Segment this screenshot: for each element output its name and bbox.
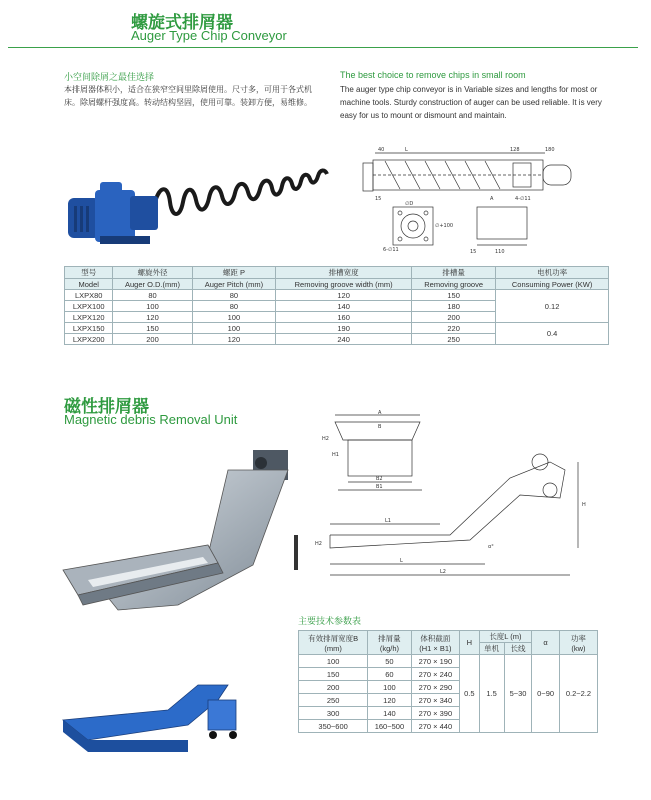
auger-spec-table — [64, 266, 609, 345]
cell: 270 × 440 — [411, 720, 460, 733]
label-L: L — [400, 558, 403, 564]
cell: 140 — [276, 301, 412, 312]
cell: LXPX100 — [65, 301, 113, 312]
cell: 150 — [113, 323, 192, 334]
th-power-en: Consuming Power (KW) — [496, 279, 609, 290]
th-H: H — [460, 631, 479, 655]
cell: LXPX80 — [65, 290, 113, 301]
th-amount-cn: 排槽量 — [412, 267, 496, 279]
cell: 100 — [113, 301, 192, 312]
dim-40-label: 40 — [378, 147, 385, 153]
th-alpha: α — [532, 631, 560, 655]
cell: 100 — [192, 323, 276, 334]
cell-long: 5~30 — [504, 655, 532, 733]
auger-conveyor-image — [60, 150, 340, 260]
cell: 180 — [412, 301, 496, 312]
section1-desc-cn: 本排屑器体积小，适合在狭窄空间里除屑使用。尺寸多，可用于各式机床。除屑螺杆强度高。转动结构坚固，使用可靠。装卸方便，易维修。 — [64, 85, 312, 107]
th-single: 单机 — [479, 643, 504, 655]
th-od-cn: 螺旋外径 — [113, 267, 192, 279]
dim-L-label: L — [405, 147, 408, 153]
th-width-en: Removing groove width (mm) — [276, 279, 412, 290]
cell: 100 — [368, 681, 411, 694]
cell: 200 — [113, 334, 192, 345]
section1-title-cn: 螺旋式排屑器 — [131, 13, 233, 33]
section1-subtitle-en: The best choice to remove chips in small room — [340, 70, 526, 80]
th-section-unit: (H1 × B1) — [419, 643, 452, 653]
dim-4phi-label: 4-∅11 — [515, 196, 531, 202]
cell: 200 — [412, 312, 496, 323]
dim-15-label: 15 — [375, 196, 382, 202]
section1-divider — [8, 47, 638, 48]
th-pitch-cn: 螺距 P — [192, 267, 276, 279]
th-amount — [368, 631, 411, 655]
label-L1: L1 — [385, 518, 391, 524]
th-amount-unit: (kg/h) — [379, 643, 399, 653]
cell: 240 — [276, 334, 412, 345]
magnetic-conveyor-image — [58, 445, 308, 615]
section1-title-en: Auger Type Chip Conveyor — [131, 28, 287, 43]
cell: 270 × 190 — [411, 655, 460, 668]
cell: 350~600 — [299, 720, 368, 733]
cell: 100 — [299, 655, 368, 668]
label-L2: L2 — [440, 569, 446, 575]
dim-128-label: 128 — [510, 147, 520, 153]
cell: 140 — [368, 707, 411, 720]
table-row — [65, 290, 609, 301]
cell: 300 — [299, 707, 368, 720]
dim-110-label: 110 — [495, 249, 505, 255]
cell: 270 × 390 — [411, 707, 460, 720]
power-cell-b: 0.4 — [496, 323, 609, 345]
label-B2: B2 — [376, 476, 383, 482]
cell: 270 × 240 — [411, 668, 460, 681]
th-od-en: Auger O.D.(mm) — [113, 279, 192, 290]
label-H2: H2 — [322, 436, 329, 442]
th-width-cn: 排槽宽度 — [276, 267, 412, 279]
th-power-cn: 电机功率 — [496, 267, 609, 279]
magnetic-side-drawing — [310, 440, 600, 590]
section1-subtitle-cn: 小空间除屑之最佳选择 — [64, 72, 155, 82]
th-long: 长线 — [504, 643, 532, 655]
label-alpha: α° — [488, 544, 494, 550]
cell: 100 — [192, 312, 276, 323]
th-section-label: 体积截面 — [420, 633, 451, 643]
th-power — [559, 631, 597, 655]
cell: 270 × 290 — [411, 681, 460, 694]
cell: 50 — [368, 655, 411, 668]
th-amount-en: Removing groove — [412, 279, 496, 290]
dim-A-label: A — [490, 196, 494, 202]
table-row — [299, 655, 598, 668]
cell: 160 — [276, 312, 412, 323]
cell-H: 0.5 — [460, 655, 479, 733]
label-B: B — [378, 424, 382, 430]
cell: 80 — [192, 301, 276, 312]
cell-power: 0.2~2.2 — [559, 655, 597, 733]
cell: 120 — [113, 312, 192, 323]
label-H: H — [582, 502, 586, 508]
th-model-en: Model — [65, 279, 113, 290]
cell: 80 — [113, 290, 192, 301]
auger-technical-drawing — [345, 145, 585, 255]
cell: LXPX120 — [65, 312, 113, 323]
cell-single: 1.5 — [479, 655, 504, 733]
th-power-label: 功率 — [570, 633, 586, 643]
cell: 160~500 — [368, 720, 411, 733]
blue-conveyor-image — [58, 680, 248, 760]
cell-alpha: 0~90 — [532, 655, 560, 733]
th-model-cn: 型号 — [65, 267, 113, 279]
label-H2-side: H2 — [315, 541, 322, 547]
th-width — [299, 631, 368, 655]
table-row — [65, 323, 609, 334]
section2-title-cn: 磁性排屑器 — [64, 397, 149, 417]
label-H1: H1 — [332, 452, 339, 458]
cell: 150 — [412, 290, 496, 301]
cell: LXPX150 — [65, 323, 113, 334]
cell: 270 × 340 — [411, 694, 460, 707]
cell: 200 — [299, 681, 368, 694]
th-width-unit: (mm) — [324, 643, 342, 653]
dim-180-label: 180 — [545, 147, 555, 153]
th-power-unit: (kw) — [571, 643, 586, 653]
cell: 120 — [368, 694, 411, 707]
dim-w-label: ∅+100 — [435, 223, 454, 229]
power-cell-a: 0.12 — [496, 290, 609, 323]
label-A: A — [378, 410, 382, 416]
cell: 190 — [276, 323, 412, 334]
dim-6phi-label: 6-∅11 — [383, 247, 399, 253]
magnetic-spec-table — [298, 630, 598, 733]
section1-desc-en: The auger type chip conveyor is in Variable sizes and lengths for most or machine tools. Sturdy construction of auger can be used reliable. It is very easy for us to mount or dismount and maintain. — [340, 85, 602, 120]
th-pitch-en: Auger Pitch (mm) — [192, 279, 276, 290]
cell: 150 — [299, 668, 368, 681]
section2-table-title: 主要技术参数表 — [298, 616, 362, 626]
label-B1: B1 — [376, 484, 383, 490]
cell: 250 — [299, 694, 368, 707]
cell: LXPX200 — [65, 334, 113, 345]
th-amount-label: 排屑量 — [378, 633, 401, 643]
cell: 60 — [368, 668, 411, 681]
th-section — [411, 631, 460, 655]
cell: 120 — [276, 290, 412, 301]
cell: 80 — [192, 290, 276, 301]
cell: 220 — [412, 323, 496, 334]
cell: 120 — [192, 334, 276, 345]
cell: 250 — [412, 334, 496, 345]
th-length: 长度L (m) — [479, 631, 532, 643]
dim-phiD-label: ∅D — [405, 201, 414, 207]
th-width-label: 有效排屑宽度B — [308, 633, 359, 643]
section2-title-en: Magnetic debris Removal Unit — [64, 412, 238, 427]
dim-15b-label: 15 — [470, 249, 477, 255]
